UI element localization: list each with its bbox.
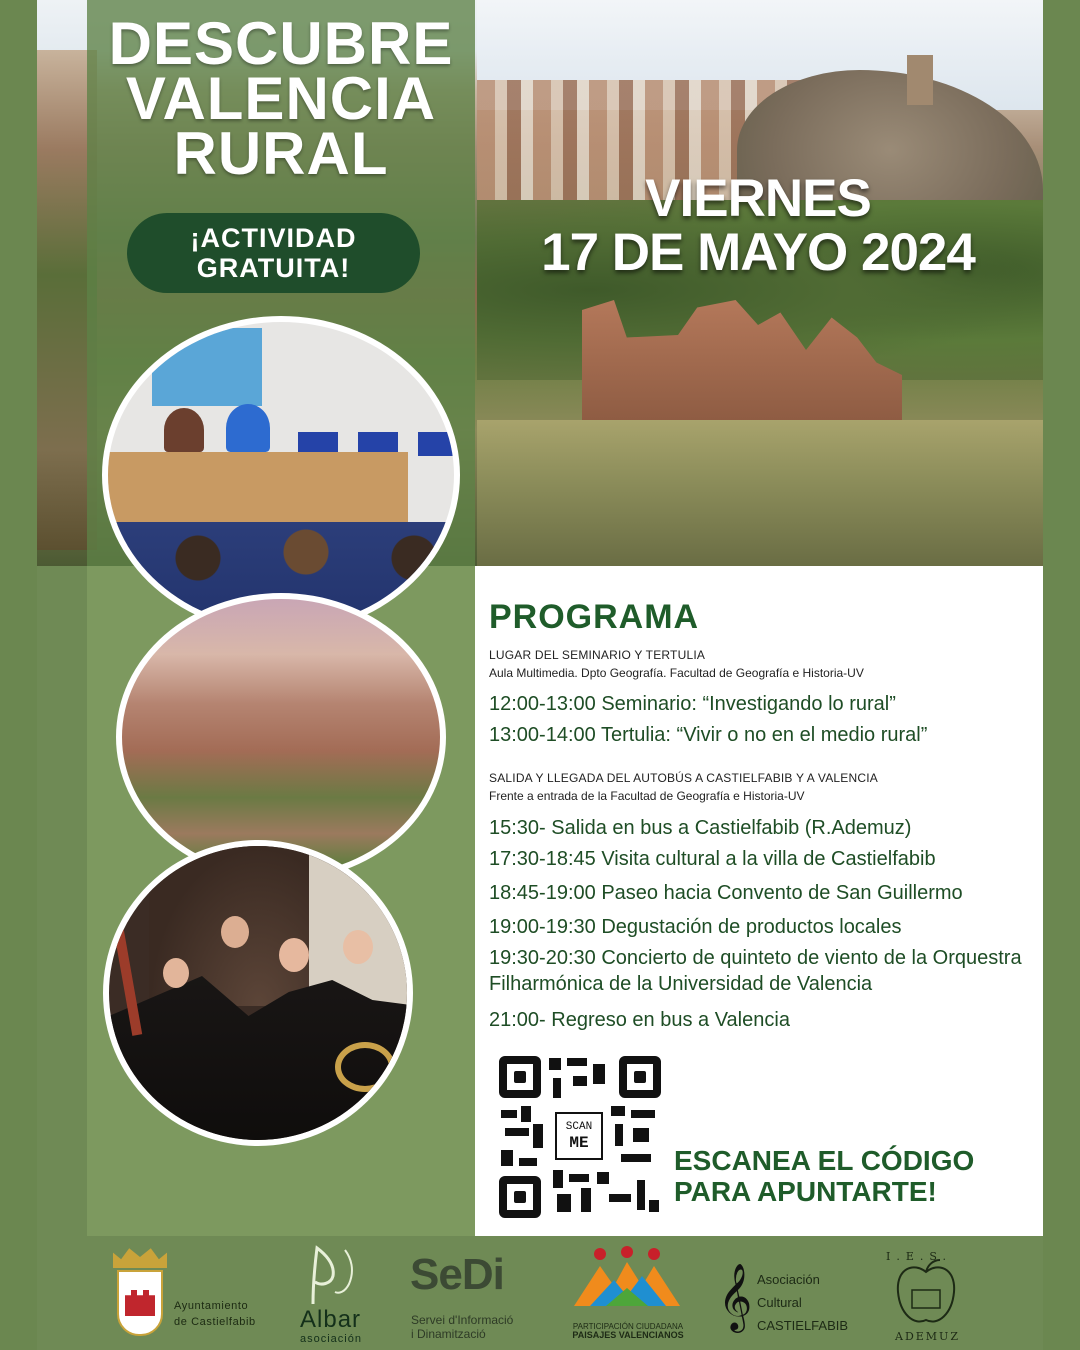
schedule-item: 15:30- Salida en bus a Castielfabib (R.Ademuz) — [489, 817, 912, 839]
schedule-item: 13:00-14:00 Tertulia: “Vivir o no en el medio rural” — [489, 724, 928, 746]
castielfabib-coat-of-arms-logo — [113, 1246, 167, 1338]
asociacion-cultural-logo-text: Asociación Cultural CASTIELFABIB — [757, 1272, 849, 1333]
left-frame — [0, 0, 37, 1350]
paisajes-valencianos-logo — [570, 1246, 684, 1318]
schedule-item: 18:45-19:00 Paseo hacia Convento de San Guillermo — [489, 882, 963, 904]
bus-detail: Frente a entrada de la Facultad de Geografía e Historia-UV — [489, 789, 805, 803]
schedule-item: 19:30-20:30 Concierto de quinteto de viento de la Orquestra Filharmónica de la Universidad de Valencia — [489, 947, 1022, 995]
program-title: PROGRAMA — [489, 598, 700, 636]
albar-leaf-logo — [305, 1244, 359, 1308]
village-photo — [116, 593, 446, 881]
poster-title: DESCUBRE VALENCIA RURAL — [108, 10, 454, 187]
bus-heading: SALIDA Y LLEGADA DEL AUTOBÚS A CASTIELFABIB Y A VALENCIA — [489, 771, 878, 785]
schedule-item: 19:00-19:30 Degustación de productos locales — [489, 916, 902, 938]
albar-logo-text: Albar — [300, 1306, 362, 1333]
schedule-item: 12:00-13:00 Seminario: “Investigando lo rural” — [489, 693, 896, 715]
wind-quintet-photo — [103, 840, 413, 1146]
free-activity-badge: ¡ACTIVIDAD GRATUITA! — [127, 213, 420, 293]
schedule-item: 17:30-18:45 Visita cultural a la villa de Castielfabib — [489, 848, 936, 870]
venue-heading: LUGAR DEL SEMINARIO Y TERTULIA — [489, 648, 706, 662]
right-frame — [1043, 0, 1080, 1350]
paisajes-logo-text: PARTICIPACIÓN CIUDADANA PAISAJES VALENCIANOS — [572, 1322, 684, 1340]
scan-me-label: SCAN ME — [555, 1112, 603, 1160]
sedi-logo-subtext: Servei d'Informació i Dinamització — [411, 1313, 514, 1341]
treble-clef-icon: 𝄞 — [718, 1262, 753, 1330]
venue-detail: Aula Multimedia. Dpto Geografía. Facultad de Geografía e Historia-UV — [489, 666, 864, 680]
ies-logo-bottom-text: ADEMUZ — [895, 1330, 960, 1343]
event-date: VIERNES 17 DE MAYO 2024 — [541, 169, 975, 282]
sedi-logo-text: SeDi — [410, 1250, 504, 1299]
ayuntamiento-logo-text: Ayuntamiento de Castielfabib — [174, 1300, 256, 1328]
seminar-photo — [102, 316, 460, 634]
ies-logo-top-text: I.E.S. — [886, 1250, 953, 1263]
albar-logo-subtext: asociación — [300, 1333, 362, 1345]
scan-call-to-action: ESCANEA EL CÓDIGO PARA APUNTARTE! — [674, 1145, 975, 1207]
qr-code[interactable] — [497, 1054, 663, 1220]
schedule-item: 21:00- Regreso en bus a Valencia — [489, 1009, 790, 1031]
